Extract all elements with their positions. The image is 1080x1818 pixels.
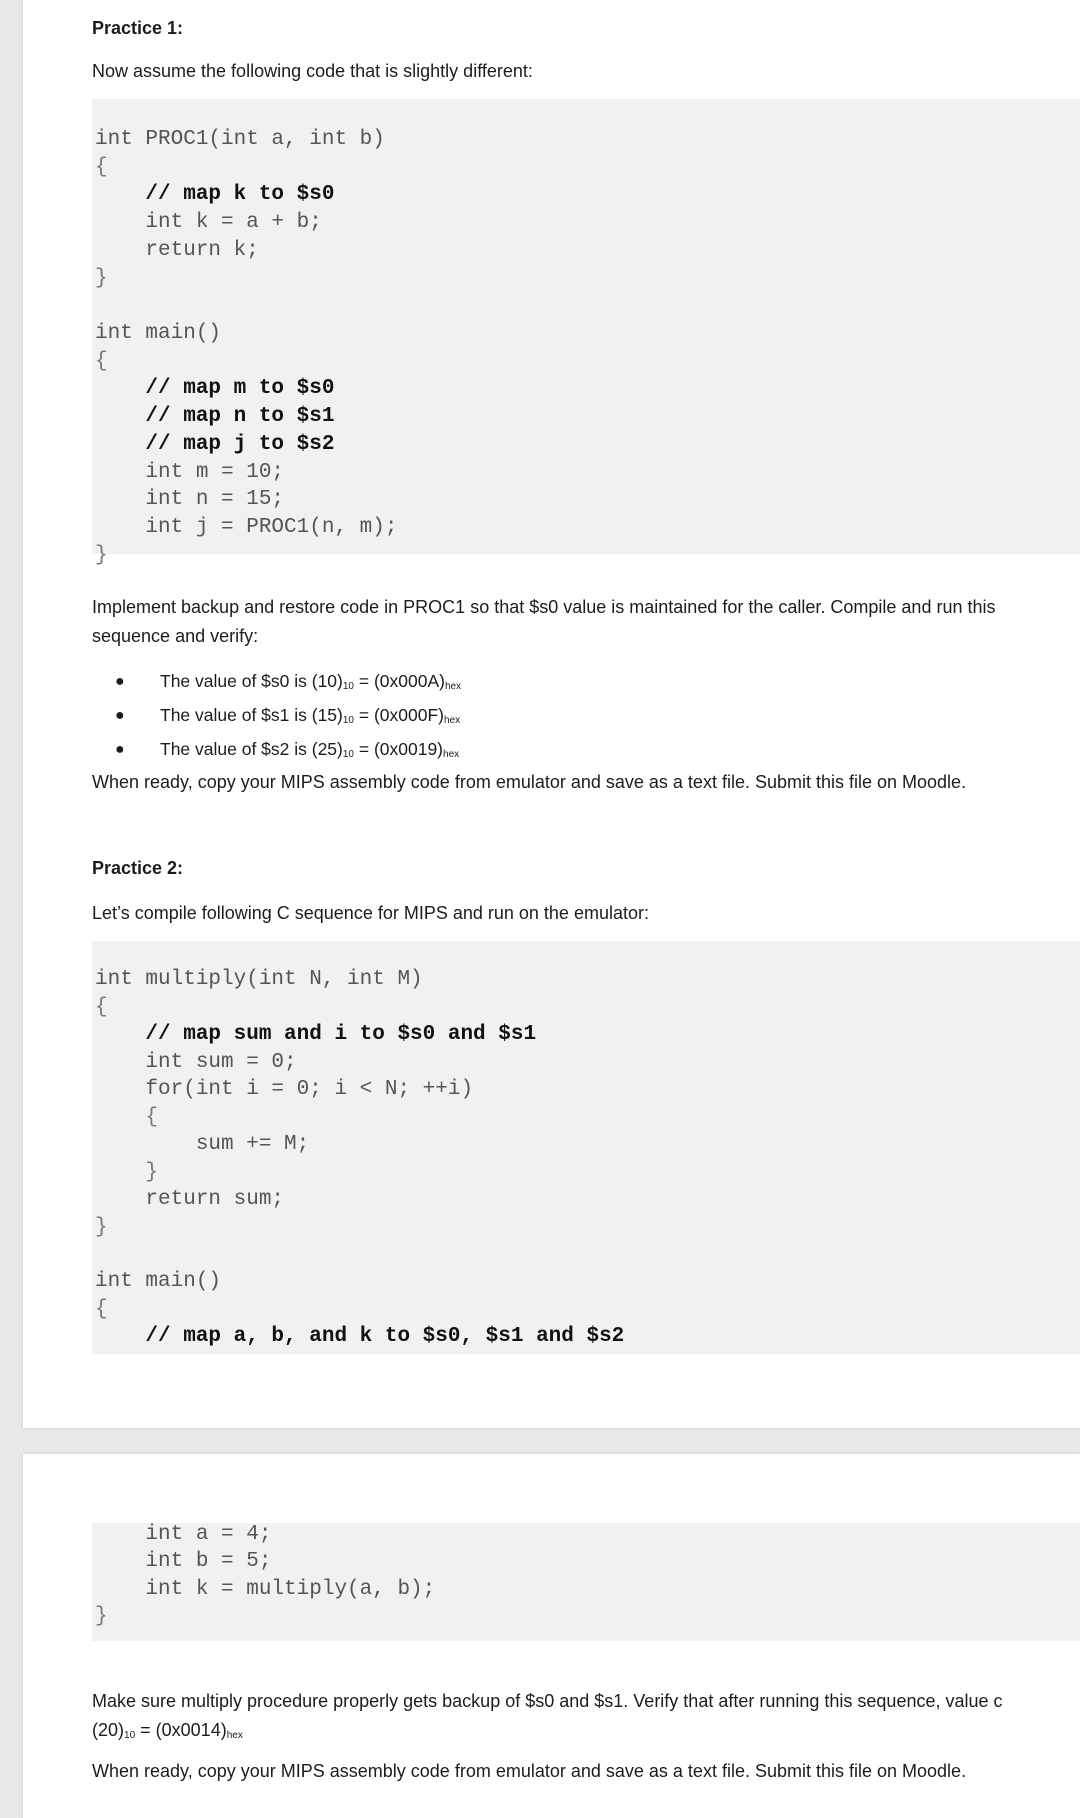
code-comment: // map n to $s1 bbox=[95, 405, 335, 428]
bullet-icon: ● bbox=[115, 707, 125, 724]
practice-2-intro: Let’s compile following C sequence for MIPS and run on the emulator: bbox=[92, 903, 649, 923]
code-line: int main() bbox=[95, 1270, 222, 1293]
submit-instruction: When ready, copy your MIPS assembly code from emulator and save as a text file. Submit this file on Moodle. bbox=[92, 772, 967, 792]
document-page-2 bbox=[23, 1454, 1080, 1818]
code-line: { bbox=[95, 350, 108, 373]
code-line: int b = 5; bbox=[95, 1550, 272, 1573]
code-line: int k = a + b; bbox=[95, 211, 322, 234]
instruction-text: Implement backup and restore code in PROC1 so that $s0 value is maintained for the caller. Compile and run this bbox=[92, 597, 996, 617]
code-line: { bbox=[95, 156, 108, 179]
code-line: int PROC1(int a, int b) bbox=[95, 128, 385, 151]
code-comment: // map sum and i to $s0 and $s1 bbox=[95, 1023, 537, 1046]
list-item: ● The value of $s1 is $(15)_{10} = (0x000F)_{hex}$ bbox=[113, 701, 461, 735]
code-line: sum += M; bbox=[95, 1133, 310, 1156]
code-comment: // map k to $s0 bbox=[95, 183, 335, 206]
bullet-icon: ● bbox=[115, 673, 125, 690]
document-page-1 bbox=[23, 0, 1080, 1428]
code-line: } bbox=[95, 267, 108, 290]
code-block-multiply bbox=[92, 941, 1080, 1354]
code-line: } bbox=[95, 1216, 108, 1239]
list-item: ● The value of $s2 is $(25)_{10} = (0x0019)_{hex}$ bbox=[113, 735, 461, 769]
list-item: ● The value of $s0 is $(10)_{10} = (0x000A)_{hex}$ bbox=[113, 667, 461, 701]
code-line: int sum = 0; bbox=[95, 1051, 297, 1074]
practice-2-heading: Practice 2: bbox=[92, 858, 184, 878]
code-line: int multiply(int N, int M) bbox=[95, 968, 423, 991]
code-line: int m = 10; bbox=[95, 461, 285, 484]
code-line: { bbox=[95, 996, 108, 1019]
practice-1-heading: Practice 1: bbox=[92, 18, 184, 38]
code-line: } bbox=[95, 544, 108, 567]
code-line: int k = multiply(a, b); bbox=[95, 1578, 436, 1601]
code-line: for(int i = 0; i < N; ++i) bbox=[95, 1078, 474, 1101]
verification-list bbox=[113, 667, 461, 769]
code-block-proc1 bbox=[92, 99, 1080, 567]
code-line: int a = 4; bbox=[95, 1523, 272, 1546]
practice-1-intro: Now assume the following code that is slightly different: bbox=[92, 61, 533, 81]
code-comment: // map a, b, and k to $s0, $s1 and $s2 bbox=[95, 1325, 625, 1348]
code-line: int j = PROC1(n, m); bbox=[95, 516, 398, 539]
instruction-text: sequence and verify: bbox=[92, 626, 259, 646]
code-comment: // map j to $s2 bbox=[95, 433, 335, 456]
code-line: int main() bbox=[95, 322, 222, 345]
code-line: return sum; bbox=[95, 1188, 285, 1211]
submit-instruction: When ready, copy your MIPS assembly code from emulator and save as a text file. Submit this file on Moodle. bbox=[92, 1761, 967, 1781]
verify-value: $(20)_{10} = (0x0014)_{hex}$ bbox=[92, 1720, 243, 1741]
bullet-icon: ● bbox=[115, 741, 125, 758]
code-line: return k; bbox=[95, 239, 259, 262]
code-block-main-cont bbox=[92, 1523, 1080, 1641]
code-line: { bbox=[95, 1298, 108, 1321]
code-comment: // map m to $s0 bbox=[95, 377, 335, 400]
verify-instruction: Make sure multiply procedure properly gets backup of $s0 and $s1. Verify that after running this sequence, value c bbox=[92, 1691, 1003, 1711]
code-line: { bbox=[95, 1106, 159, 1129]
code-line: } bbox=[95, 1605, 108, 1628]
code-line: int n = 15; bbox=[95, 488, 285, 511]
code-line: } bbox=[95, 1161, 159, 1184]
